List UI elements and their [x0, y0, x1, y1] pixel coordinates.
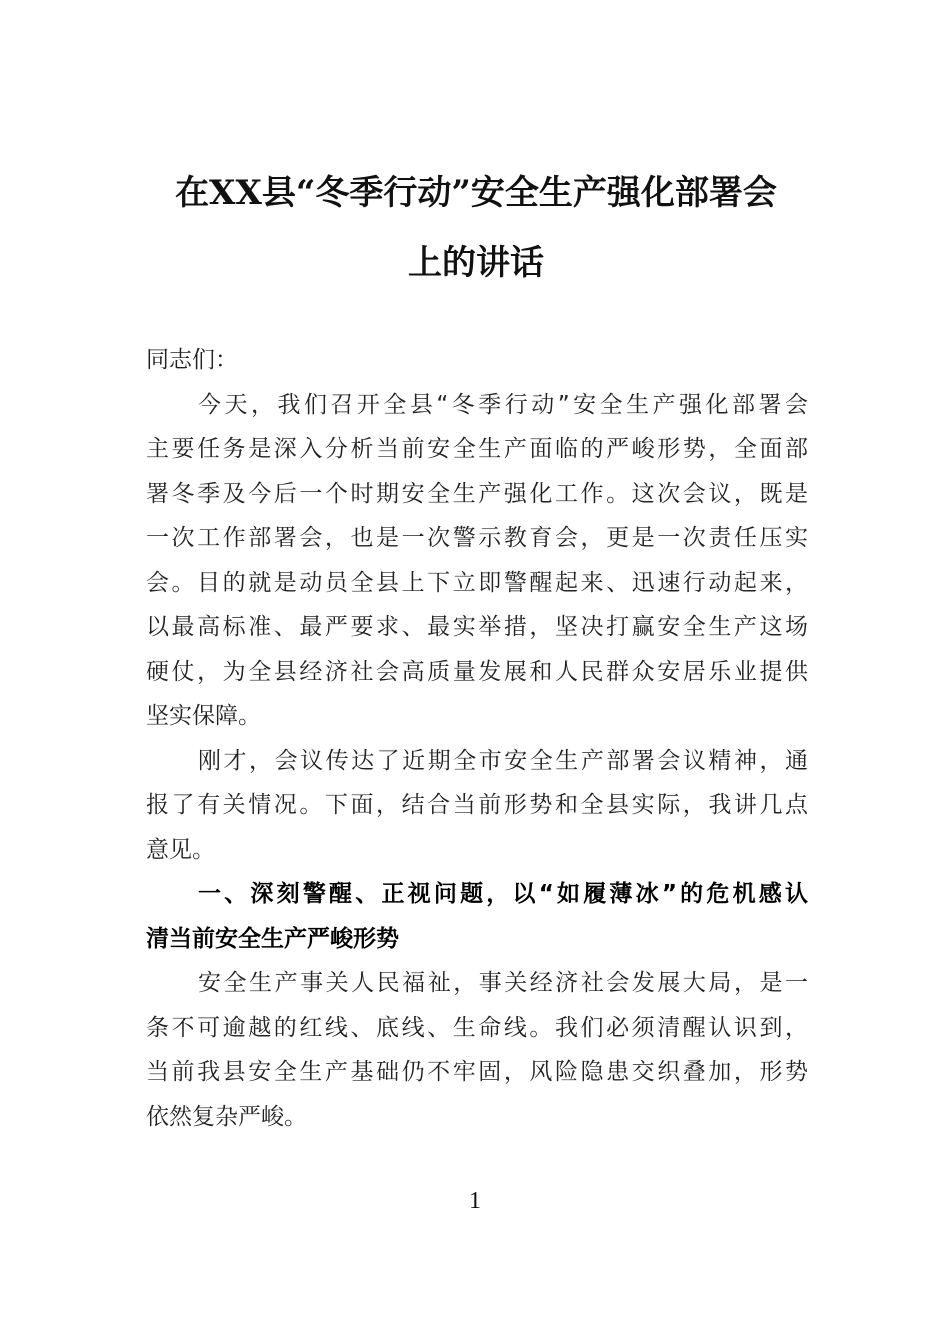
- paragraph: [146, 739, 808, 873]
- text-line: 当前我县安全生产基础仍不牢固，风险隐患交织叠加，形势: [146, 1059, 808, 1085]
- text-line: 依然复杂严峻。: [146, 1103, 307, 1130]
- document-title-line-2: 上的讲话: [408, 243, 544, 283]
- text-line: 一、深刻警醒、正视问题，以“如履薄冰”的危机感认: [198, 881, 808, 907]
- document-title-line-1: 在XX县“冬季行动”安全生产强化部署会: [175, 173, 777, 213]
- text-line: 会。目的就是动员全县上下立即警醒起来、迅速行动起来，: [146, 569, 808, 596]
- section-heading: [146, 872, 808, 961]
- text-line: 以最高标准、最严要求、最实举措，坚决打赢安全生产这场: [146, 614, 808, 640]
- text-line: 署冬季及今后一个时期安全生产强化工作。这次会议，既是: [146, 480, 808, 507]
- page-number: 1: [469, 1188, 481, 1214]
- text-line: 坚实保障。: [146, 703, 261, 729]
- paragraph: [146, 383, 808, 739]
- text-line: 清当前安全生产严峻形势: [146, 925, 399, 952]
- paragraph: [146, 961, 808, 1139]
- salutation: 同志们：: [146, 347, 238, 373]
- text-line: 硬仗，为全县经济社会高质量发展和人民群众安居乐业提供: [146, 658, 808, 685]
- text-line: 主要任务是深入分析当前安全生产面临的严峻形势，全面部: [146, 436, 808, 462]
- text-line: 今天，我们召开全县“冬季行动”安全生产强化部署会: [198, 391, 808, 418]
- text-line: 安全生产事关人民福祉，事关经济社会发展大局，是一: [198, 970, 808, 996]
- text-line: 报了有关情况。下面，结合当前形势和全县实际，我讲几点: [146, 792, 808, 818]
- text-line: 刚才，会议传达了近期全市安全生产部署会议精神，通: [198, 747, 808, 774]
- text-line: 条不可逾越的红线、底线、生命线。我们必须清醒认识到，: [146, 1014, 808, 1041]
- text-line: 一次工作部署会，也是一次警示教育会，更是一次责任压实: [146, 525, 808, 551]
- text-line: 意见。: [146, 836, 215, 863]
- document-body: [146, 338, 808, 1139]
